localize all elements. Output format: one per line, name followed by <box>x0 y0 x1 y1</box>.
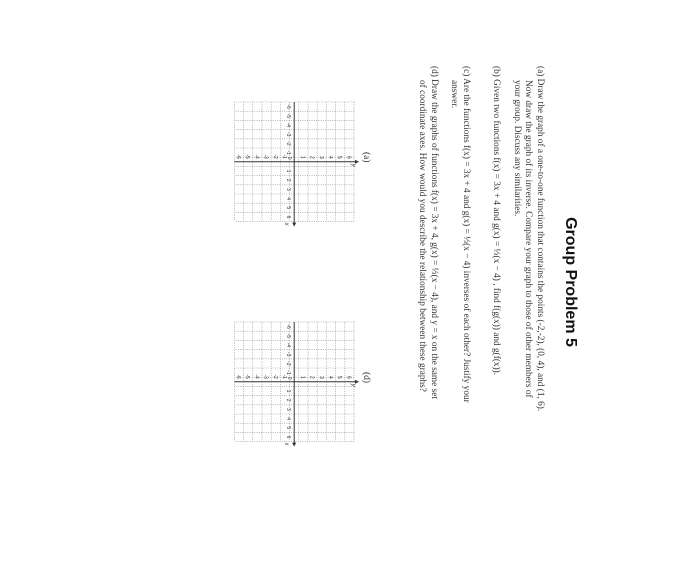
y-tick-label: -3 <box>262 154 269 159</box>
worksheet <box>25 42 585 522</box>
x-tick-label: 6 <box>285 435 292 439</box>
x-tick-label: -3 <box>285 131 292 137</box>
y-tick-label: 3 <box>317 156 324 159</box>
problem-label: (a) <box>535 66 545 77</box>
graph-d <box>224 317 359 447</box>
problem-label: (d) <box>429 66 439 77</box>
x-tick-label: -1 <box>285 370 292 375</box>
y-tick-label: 1 <box>299 376 306 379</box>
x-tick-label: 3 <box>285 188 292 191</box>
y-tick-label: 2 <box>308 156 315 159</box>
x-tick-label: 2 <box>285 178 292 182</box>
x-tick-label: -5 <box>285 333 292 339</box>
x-axis-arrow <box>292 223 296 227</box>
problem-label: (b) <box>491 66 501 77</box>
problem-line: Now draw the graph of its inverse. Compare your graph to those of other members of <box>523 80 534 398</box>
y-axis-label: y <box>350 163 356 167</box>
x-tick-label: -4 <box>285 122 292 128</box>
y-tick-label: -5 <box>244 374 251 379</box>
y-tick-label: -2 <box>271 374 278 379</box>
y-tick-label: -1 <box>281 374 287 379</box>
problem-a <box>511 66 546 506</box>
x-tick-label: -3 <box>285 351 292 357</box>
y-tick-label: 6 <box>345 376 352 379</box>
problem-d <box>416 66 439 506</box>
y-tick-label: 6 <box>345 156 352 159</box>
problem-c <box>448 66 471 506</box>
x-tick-label: 4 <box>285 197 292 200</box>
x-tick-label: 6 <box>285 215 292 219</box>
y-tick-label: 5 <box>336 156 343 159</box>
y-tick-label: -4 <box>253 154 260 159</box>
y-axis-label: y <box>350 383 356 387</box>
y-tick-label: 4 <box>327 156 333 159</box>
x-tick-label: -2 <box>285 141 292 146</box>
x-tick-label: 4 <box>285 417 292 420</box>
y-tick-label: -3 <box>262 374 269 379</box>
y-tick-label: 2 <box>308 376 315 379</box>
x-tick-label: 1 <box>285 169 292 173</box>
problem-line: Draw the graph of a one-to-one function that contains the points (-2,-2), (0, 4), and (1, 6). <box>535 78 545 412</box>
graph-a <box>224 97 359 227</box>
x-tick-label: 5 <box>285 426 292 430</box>
x-axis-label: x <box>283 222 290 226</box>
graph-caption: (d) <box>361 372 371 384</box>
graph-caption: (a) <box>361 152 371 163</box>
origin-label: 0 <box>286 376 293 380</box>
y-tick-label: -6 <box>235 154 241 159</box>
problem-line: Given two functions f(x) = 3x + 4 and g(x) = ⅓(x − 4) , find f(g(x)) and g(f(x)). <box>491 79 501 376</box>
x-tick-label: 1 <box>285 389 292 393</box>
y-tick-label: -1 <box>281 154 287 159</box>
y-tick-label: 1 <box>299 156 306 159</box>
y-tick-label: -5 <box>244 154 251 159</box>
origin-label: 0 <box>286 156 293 160</box>
x-axis-arrow <box>292 443 296 447</box>
problem-line: Draw the graphs of functions f(x) = 3x + 4, g(x) = ⅓(x − 4), and y = x on the same set <box>429 79 439 399</box>
y-tick-label: 3 <box>317 376 324 379</box>
x-tick-label: -1 <box>285 150 292 155</box>
y-tick-label: -6 <box>235 374 241 379</box>
y-tick-label: -2 <box>271 154 278 159</box>
page-title: Group Problem 5 <box>562 217 579 347</box>
problem-b <box>490 66 502 506</box>
y-tick-label: 5 <box>336 376 343 379</box>
y-tick-label: 4 <box>327 376 333 379</box>
x-tick-label: -5 <box>285 113 292 119</box>
x-tick-label: -2 <box>285 361 292 366</box>
x-axis-label: x <box>283 442 290 446</box>
coordinate-grid <box>229 97 359 227</box>
y-tick-label: -4 <box>253 374 260 379</box>
coordinate-grid <box>229 317 359 447</box>
x-tick-label: -4 <box>285 342 292 348</box>
x-tick-label: -6 <box>285 104 292 109</box>
x-tick-label: 3 <box>285 408 292 411</box>
x-tick-label: 2 <box>285 398 292 402</box>
problem-label: (c) <box>461 66 471 77</box>
problem-line: answer. <box>449 80 460 109</box>
x-tick-label: 5 <box>285 206 292 210</box>
problem-line: Are the functions f(x) = 3x + 4 and g(x) = ⅓(x − 4) inverses of each other? Justify your <box>461 78 471 403</box>
problem-line: of coordinate axes. How would you describe the relationship between these graphs? <box>417 80 428 392</box>
x-tick-label: -6 <box>285 324 292 329</box>
problem-line: your group. Discuss any similarities. <box>512 80 522 217</box>
